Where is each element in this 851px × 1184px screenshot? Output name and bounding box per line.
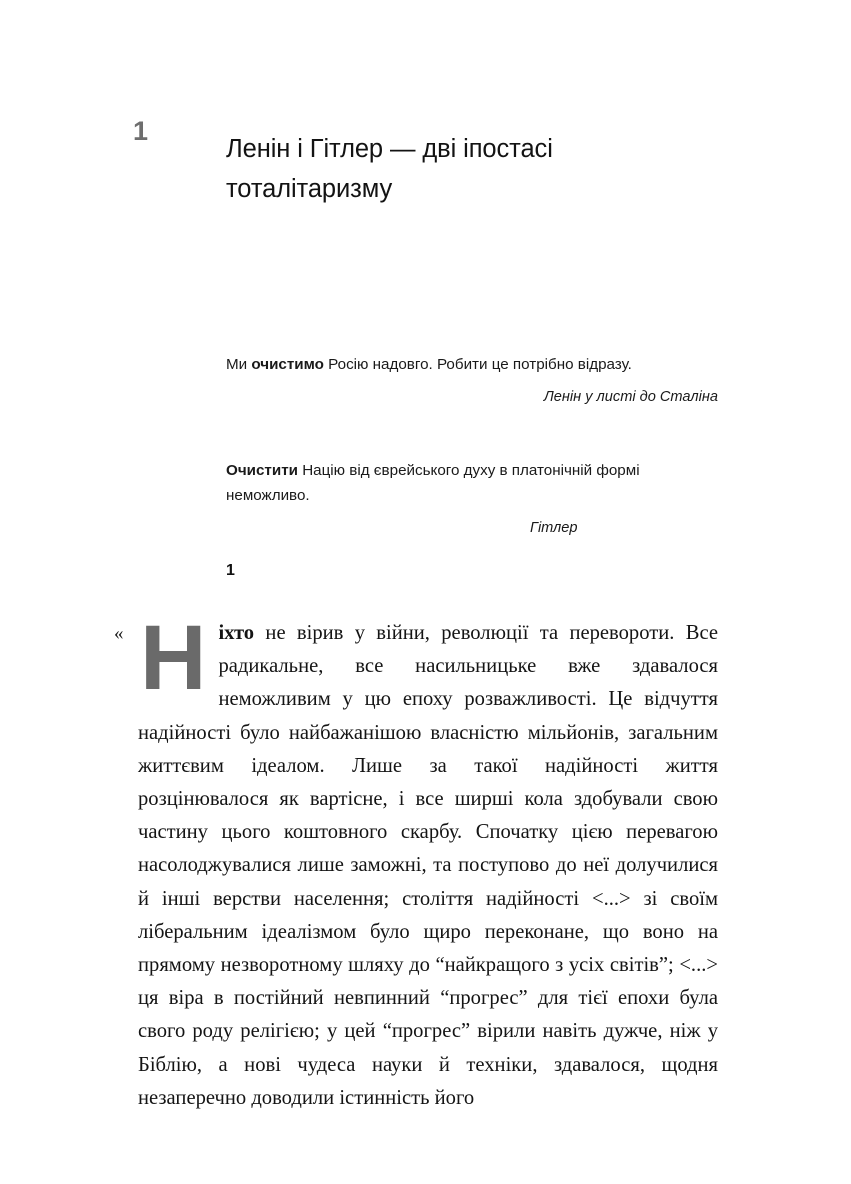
epigraph-rest-text: Націю від єврейського духу в платонічній формі неможливо. [226,462,640,504]
chapter-title: Ленін і Гітлер — дві іпостасі тоталітаризму [226,135,553,204]
epigraph-attribution-hitler: Гітлер [530,520,578,536]
chapter-number: 1 [133,116,149,146]
epigraph-group [226,352,718,540]
body-lead-bold: іхто [218,622,255,644]
epigraph-hitler [226,458,718,540]
epigraph-bold-word: очистимо [251,356,324,373]
epigraph-attribution-lenin: Ленін у листі до Сталіна [543,389,718,405]
epigraph-bold-word: Очистити [226,462,298,479]
drop-cap: Н [140,607,206,709]
body-running-text: не вірив у війни, революції та перевороти. Все радикальне, все насильницьке вже здавалося неможливим у цю епоху розважливості. Це відчуття надійності було найбажанішою власністю мільйонів, загальним життєвим ідеалом. Лише за такої надійності життя розцінювалося як вартісне, і все ширші кола здобували свою частину цього коштовного скарбу. Спочатку цією перевагою насолоджувалися лише заможні, та поступово до неї долучилися й інші верстви населення; століття надійності <...> зі своїм ліберальним ідеалізмом було щиро переконане, що воно на прямому незворотному шляху до “найкращого з усіх світів”; <...> ця віра в постійний невпинний “прогрес” для тієї епохи була свого роду релігією; у цей “прогрес” вірили навіть дужче, ніж у Біблію, а нові чудеса науки й техніки, здавалося, щодня незаперечно доводили істинність його [138,622,718,1109]
body-paragraph [138,607,718,1115]
opening-quotation-mark: « [114,623,124,644]
section-number: 1 [226,562,235,579]
body-text-block [114,607,718,1115]
epigraph-lenin [226,352,718,409]
epigraph-rest-text: Росію надовго. Робити це потрібно відразу. [323,356,632,373]
epigraph-lead-text: Ми [226,356,252,373]
